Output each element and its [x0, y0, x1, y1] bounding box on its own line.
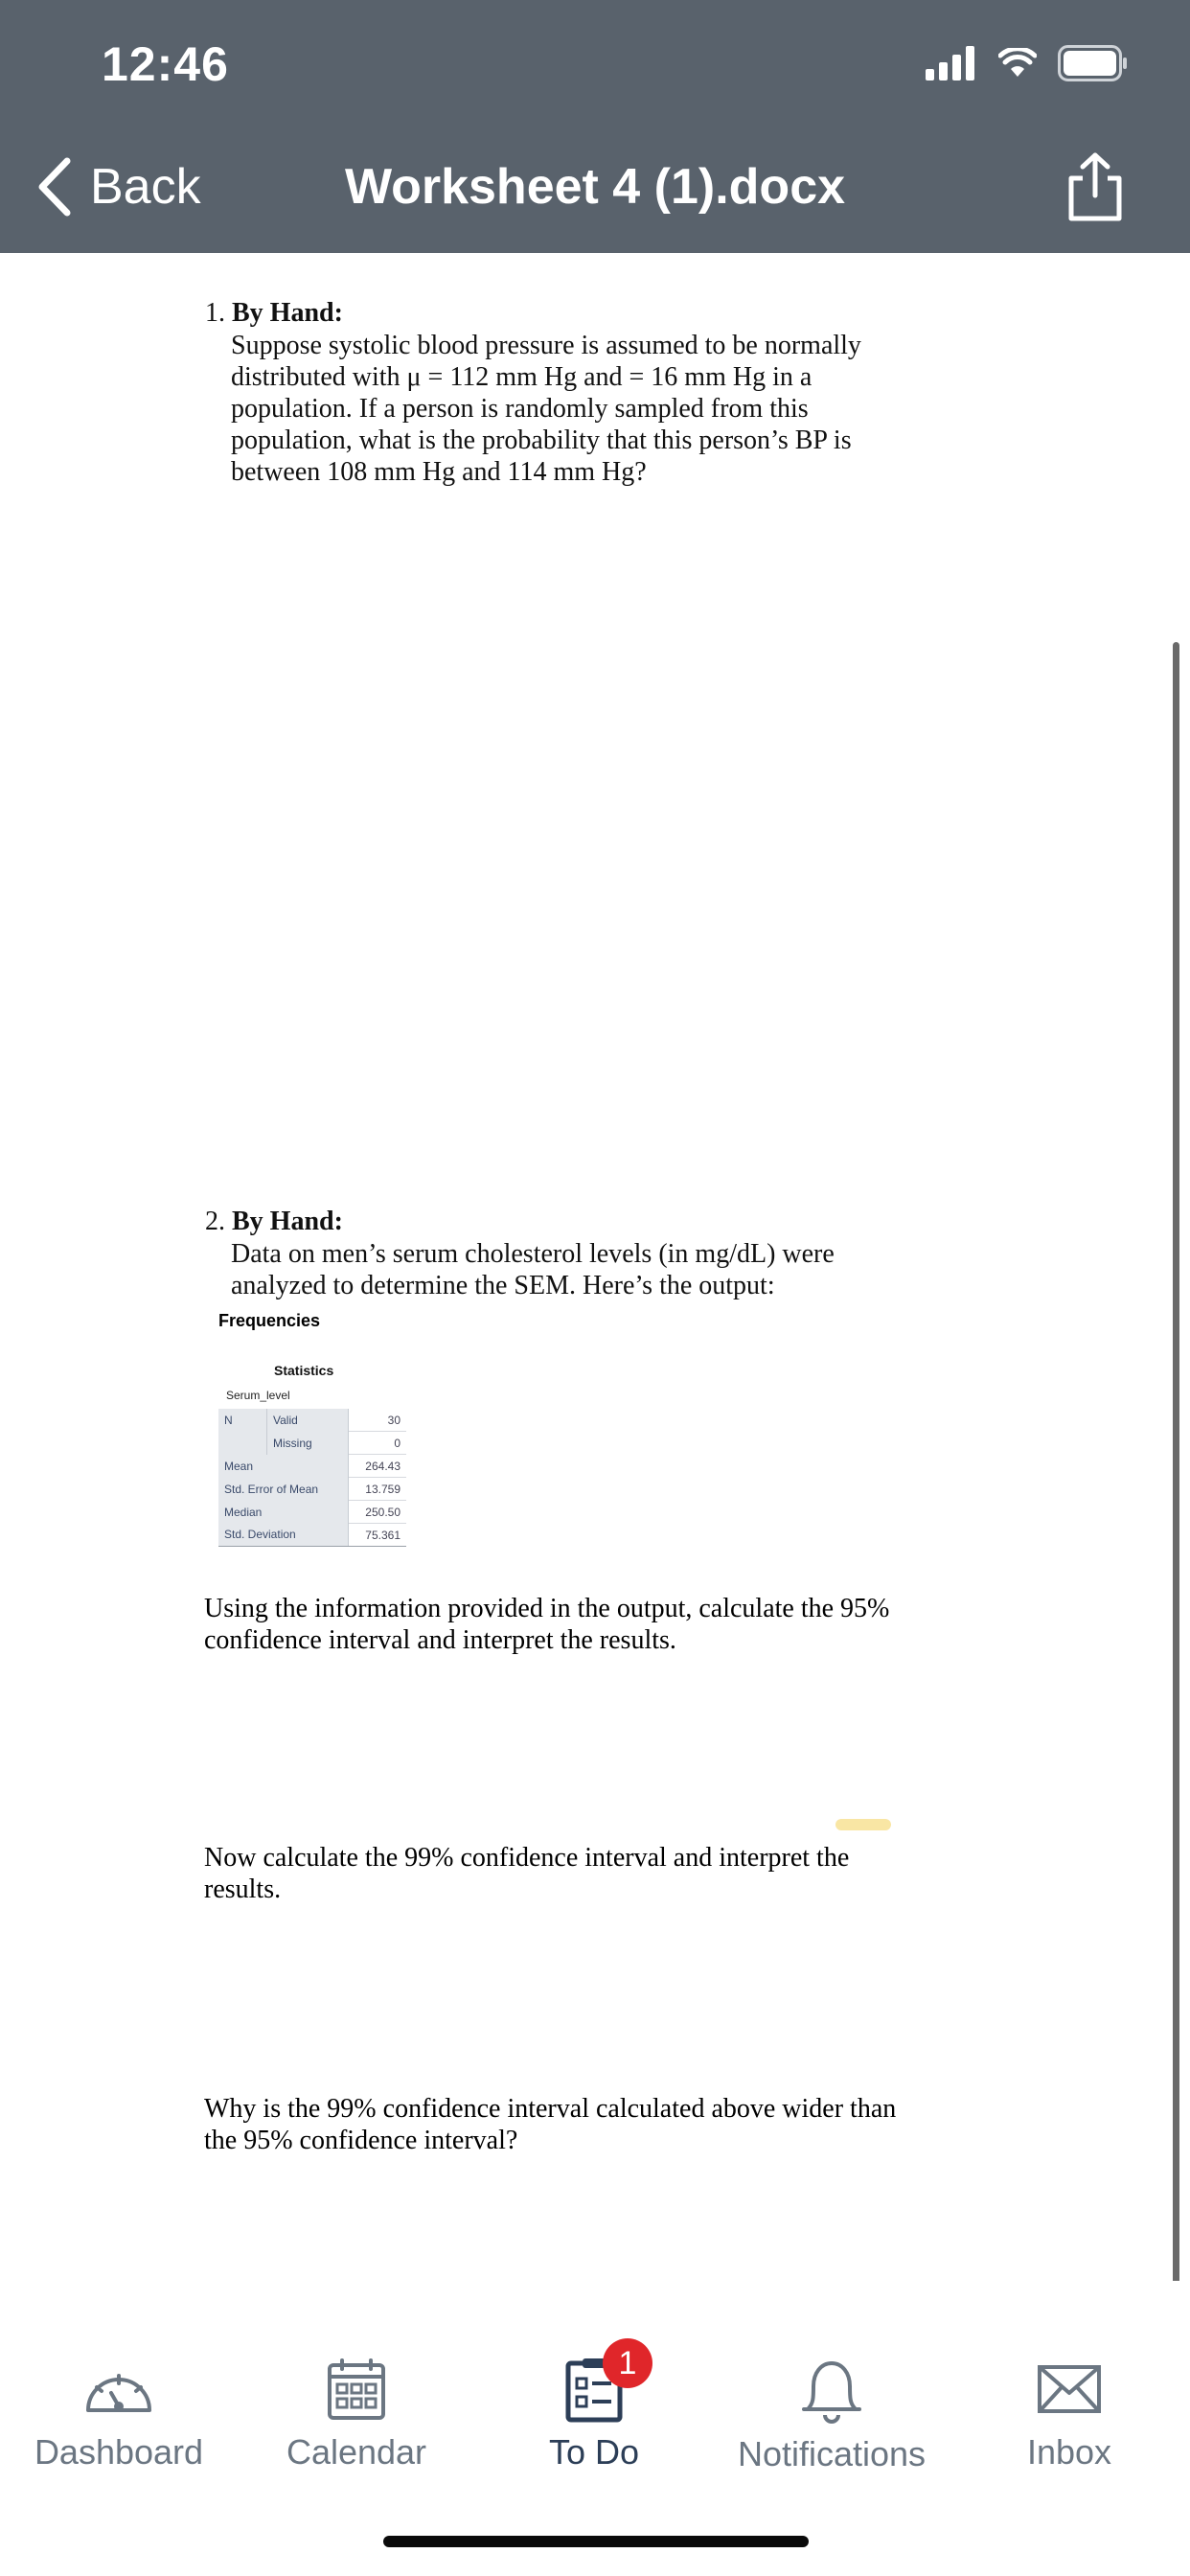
q1-heading-text: By Hand:: [232, 298, 343, 328]
q1-body: [231, 330, 892, 488]
paragraph-95-ci: [204, 1593, 913, 1656]
table-cell: 30: [349, 1409, 407, 1432]
q2-number: 2.: [205, 1207, 225, 1236]
back-label: Back: [90, 159, 201, 215]
table-cell: 75.361: [349, 1524, 407, 1547]
q2-heading: [205, 1206, 343, 1238]
paragraph-line: Now calculate the 99% confidence interval and interpret the: [204, 1843, 850, 1873]
q1-line: population, what is the probability that this person’s BP is: [231, 426, 852, 455]
table-cell: Valid: [267, 1409, 349, 1432]
q2-heading-text: By Hand:: [232, 1207, 343, 1236]
spss-statistics-table: [218, 1409, 406, 1547]
table-row: [218, 1455, 406, 1478]
table-cell: N: [218, 1409, 267, 1432]
home-indicator: [383, 2536, 809, 2547]
navigation-header: [0, 0, 1190, 253]
paragraph-line: the 95% confidence interval?: [204, 2126, 518, 2155]
mail-icon: [1037, 2364, 1102, 2414]
q1-number: 1.: [205, 298, 225, 328]
highlight-mark: [835, 1819, 891, 1830]
q1-line: population. If a person is randomly sampled from this: [231, 394, 809, 424]
spss-heading: Frequencies: [218, 1311, 321, 1330]
tab-label: To Do: [548, 2432, 640, 2472]
calendar-icon: [327, 2358, 386, 2421]
paragraph-line: Using the information provided in the output, calculate the 95%: [204, 1594, 890, 1623]
q1-line: Suppose systolic blood pressure is assumed to be normally: [231, 331, 861, 360]
cellular-signal-icon: [926, 46, 977, 80]
table-row: [218, 1478, 406, 1501]
table-row: [218, 1501, 406, 1524]
tab-label: Inbox: [1026, 2432, 1112, 2472]
table-cell: [218, 1432, 267, 1455]
tab-dashboard[interactable]: [23, 2281, 215, 2472]
q1-heading: [205, 297, 343, 330]
table-row: [218, 1432, 406, 1455]
tab-label: Notifications: [737, 2434, 927, 2473]
status-icons: [926, 42, 1129, 84]
table-cell: Missing: [267, 1432, 349, 1455]
table-row: [218, 1409, 406, 1432]
q1-line: distributed with μ = 112 mm Hg and = 16 mm Hg in a: [231, 362, 812, 392]
bottom-tab-bar: [0, 2281, 1190, 2576]
share-icon: [1062, 151, 1129, 222]
paragraph-line: Why is the 99% confidence interval calculated above wider than: [204, 2094, 897, 2124]
todo-badge: 1: [603, 2338, 652, 2388]
q2-line: analyzed to determine the SEM. Here’s the output:: [231, 1271, 775, 1300]
battery-icon: [1058, 45, 1129, 81]
document-scrollbar[interactable]: [1173, 642, 1179, 2329]
document-viewer[interactable]: [0, 253, 1190, 2281]
spss-table-title: Statistics: [274, 1363, 334, 1378]
table-cell: Std. Error of Mean: [218, 1478, 349, 1501]
table-cell: 13.759: [349, 1478, 407, 1501]
paragraph-99-ci: [204, 1842, 913, 1905]
table-cell: Std. Deviation: [218, 1524, 349, 1547]
page-title: Worksheet 4 (1).docx: [344, 159, 846, 215]
status-time: 12:46: [102, 37, 229, 91]
bell-icon: [800, 2356, 863, 2425]
table-cell: Mean: [218, 1455, 349, 1478]
tab-inbox[interactable]: [973, 2281, 1165, 2472]
tab-label: Dashboard: [34, 2432, 204, 2472]
tab-calendar[interactable]: [261, 2281, 452, 2472]
dashboard-icon: [82, 2362, 155, 2416]
tab-todo[interactable]: [498, 2281, 690, 2472]
paragraph-line: results.: [204, 1874, 282, 1904]
paragraph-line: confidence interval and interpret the results.: [204, 1625, 676, 1655]
q2-line: Data on men’s serum cholesterol levels (in mg/dL) were: [231, 1239, 835, 1269]
tab-label: Calendar: [286, 2432, 427, 2472]
table-cell: 264.43: [349, 1455, 407, 1478]
table-cell: Median: [218, 1501, 349, 1524]
wifi-icon: [998, 48, 1037, 79]
table-cell: 0: [349, 1432, 407, 1455]
tab-notifications[interactable]: [724, 2281, 939, 2472]
q1-line: between 108 mm Hg and 114 mm Hg?: [231, 457, 647, 487]
paragraph-why-wider: [204, 2093, 913, 2156]
spss-variable-label: Serum_level: [226, 1389, 290, 1402]
table-row: [218, 1524, 406, 1547]
table-cell: 250.50: [349, 1501, 407, 1524]
q2-body: [231, 1238, 892, 1301]
share-button[interactable]: [1062, 151, 1129, 222]
